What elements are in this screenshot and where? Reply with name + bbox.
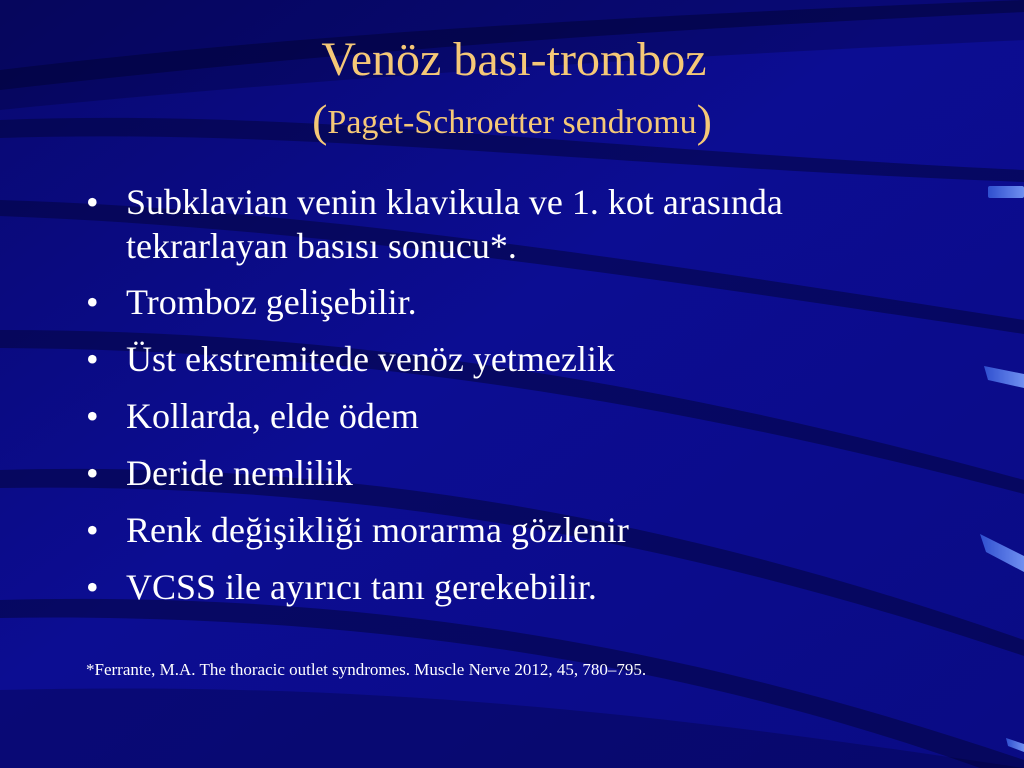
bullet-text: Renk değişikliği morarma gözlenir [126,510,629,550]
bullet-dot: • [86,510,99,550]
bullet-dot: • [86,567,99,607]
bullet-dot: • [86,339,99,379]
title-subtitle [0,95,1024,146]
bullet-dot: • [86,396,99,436]
bullet-text: VCSS ile ayırıcı tanı gerekebilir. [126,567,597,607]
footnote-citation: *Ferrante, M.A. The thoracic outlet syndromes. Muscle Nerve 2012, 45, 780–795. [86,660,647,679]
bullet-text: Üst ekstremitede venöz yetmezlik [126,339,615,379]
title-main: Venöz bası-tromboz [321,33,707,86]
bullet-dot: • [86,453,99,493]
bullet-item [84,451,844,495]
bullet-list [84,180,844,622]
bullet-text: Kollarda, elde ödem [126,396,419,436]
bullet-item [84,565,844,609]
bullet-text: Subklavian venin klavikula ve 1. kot arasında tekrarlayan basısı sonucu*. [126,182,783,266]
bullet-text: Tromboz gelişebilir. [126,282,417,322]
subtitle-open-paren: ( [312,95,328,146]
bullet-item [84,337,844,381]
bullet-item [84,180,844,268]
slide-title [0,33,1024,146]
subtitle-text: Paget-Schroetter sendromu [327,104,697,141]
bullet-dot: • [86,282,99,322]
bullet-text: Deride nemlilik [126,453,353,493]
subtitle-close-paren: ) [696,95,712,146]
bullet-item [84,280,844,324]
bullet-dot: • [86,182,99,222]
bullet-item [84,508,844,552]
bullet-item [84,394,844,438]
